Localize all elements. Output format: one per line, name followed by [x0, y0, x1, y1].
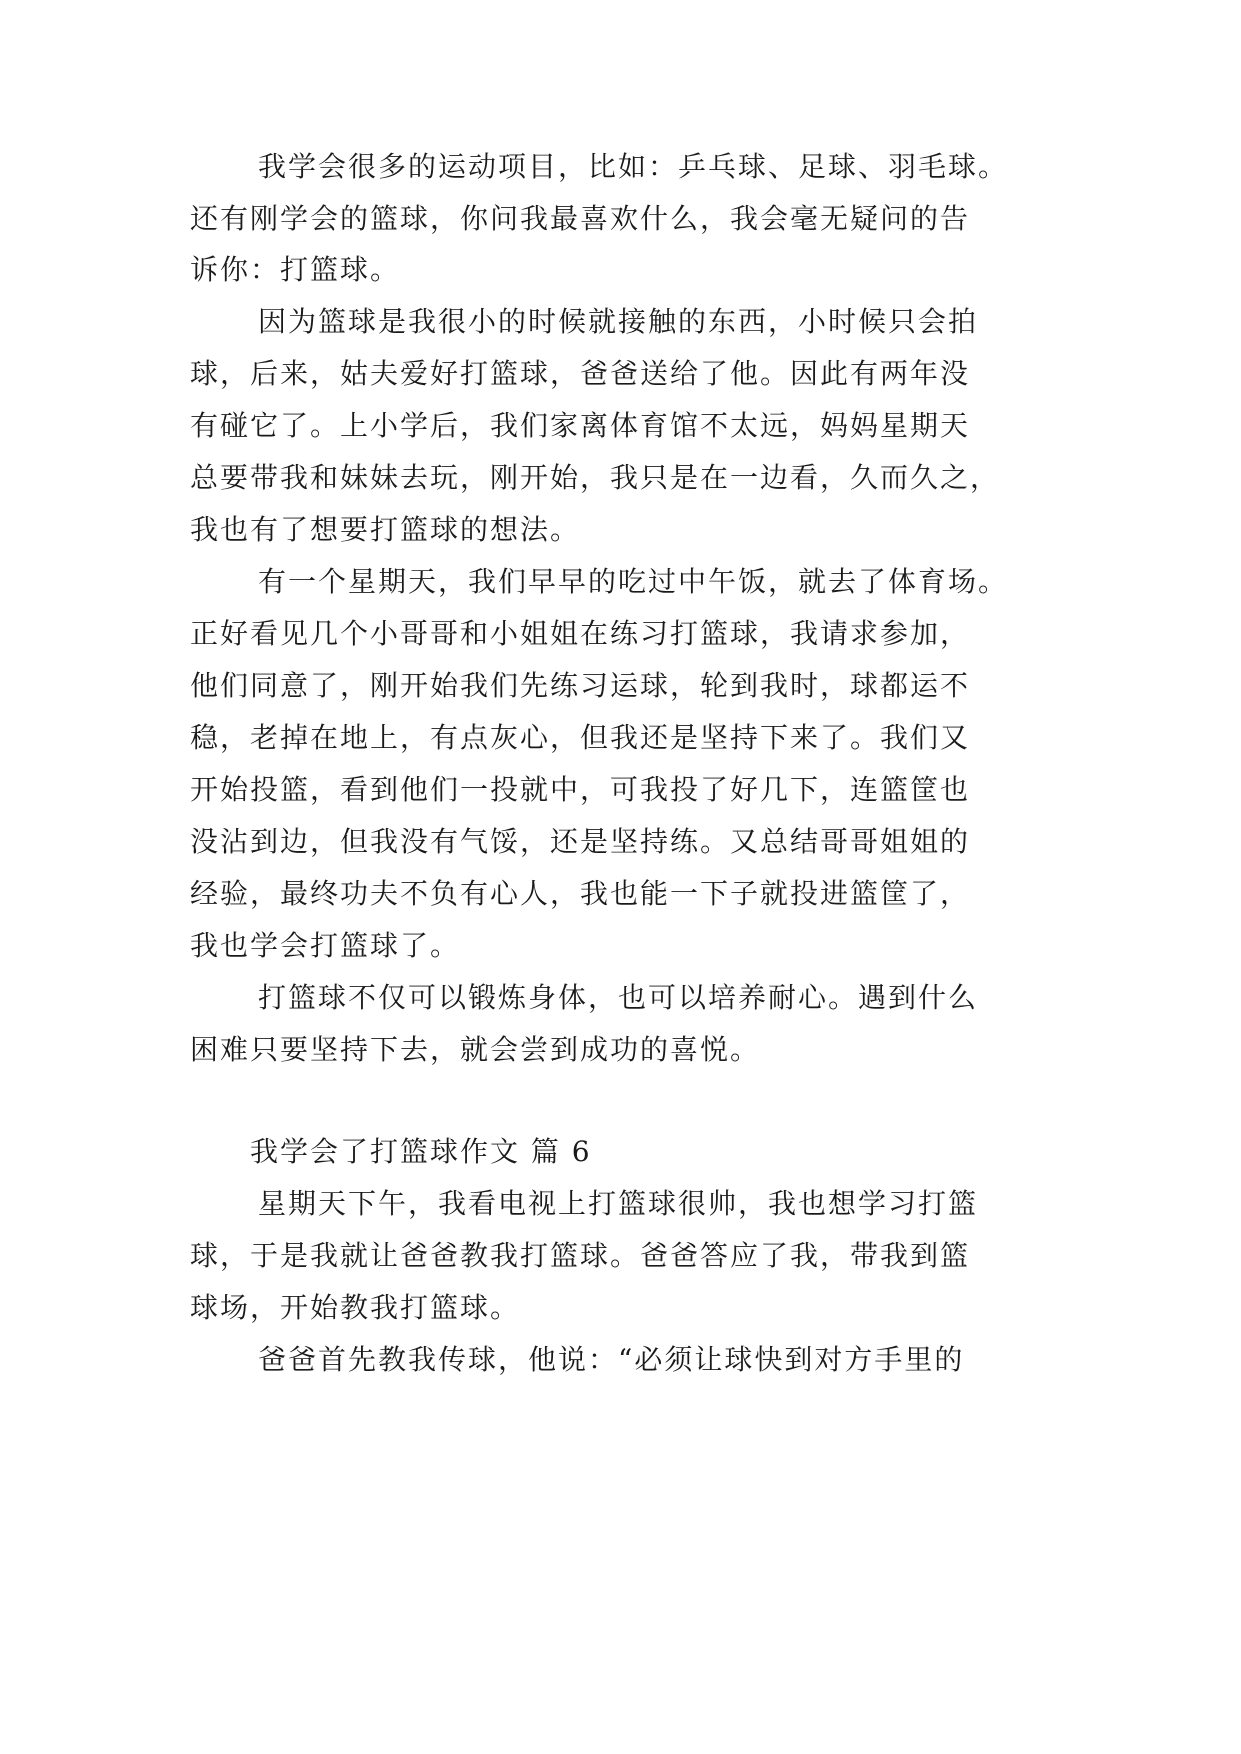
- text-line: 还有刚学会的篮球，你问我最喜欢什么，我会毫无疑问的告: [190, 202, 971, 235]
- text-line: 打篮球不仅可以锻炼身体，也可以培养耐心。遇到什么: [258, 981, 979, 1014]
- text-line: 球，于是我就让爸爸教我打篮球。爸爸答应了我，带我到篮: [190, 1239, 971, 1272]
- text-line: 没沾到边，但我没有气馁，还是坚持练。又总结哥哥姐姐的: [190, 825, 971, 858]
- text-line: 开始投篮，看到他们一投就中，可我投了好几下，连篮筐也: [190, 773, 971, 806]
- text-line: 稳，老掉在地上，有点灰心，但我还是坚持下来了。我们又: [190, 721, 971, 754]
- text-line: 星期天下午，我看电视上打篮球很帅，我也想学习打篮: [258, 1187, 979, 1220]
- text-line: 球，后来，姑夫爱好打篮球，爸爸送给了他。因此有两年没: [190, 357, 971, 390]
- text-line: 困难只要坚持下去，就会尝到成功的喜悦。: [190, 1033, 761, 1066]
- text-line: 总要带我和妹妹去玩，刚开始，我只是在一边看，久而久之，: [190, 461, 1001, 494]
- text-line: 爸爸首先教我传球，他说：“必须让球快到对方手里的: [258, 1343, 965, 1376]
- text-line: 有碰它了。上小学后，我们家离体育馆不太远，妈妈星期天: [190, 409, 971, 442]
- text-line: 我学会很多的运动项目，比如：乒乓球、足球、羽毛球。: [258, 150, 1009, 183]
- text-line: 球场，开始教我打篮球。: [190, 1291, 521, 1324]
- text-line: 因为篮球是我很小的时候就接触的东西，小时候只会拍: [258, 305, 979, 338]
- text-line: 经验，最终功夫不负有心人，我也能一下子就投进篮筐了，: [190, 877, 971, 910]
- text-line: 有一个星期天，我们早早的吃过中午饭，就去了体育场。: [258, 565, 1009, 598]
- text-line: 他们同意了，刚开始我们先练习运球，轮到我时，球都运不: [190, 669, 971, 702]
- text-line: 诉你：打篮球。: [190, 253, 401, 286]
- text-line: 正好看见几个小哥哥和小姐姐在练习打篮球，我请求参加，: [190, 617, 971, 650]
- section-heading: 我学会了打篮球作文 篇 6: [250, 1135, 592, 1168]
- text-line: 我也有了想要打篮球的想法。: [190, 513, 581, 546]
- text-line: 我也学会打篮球了。: [190, 929, 461, 962]
